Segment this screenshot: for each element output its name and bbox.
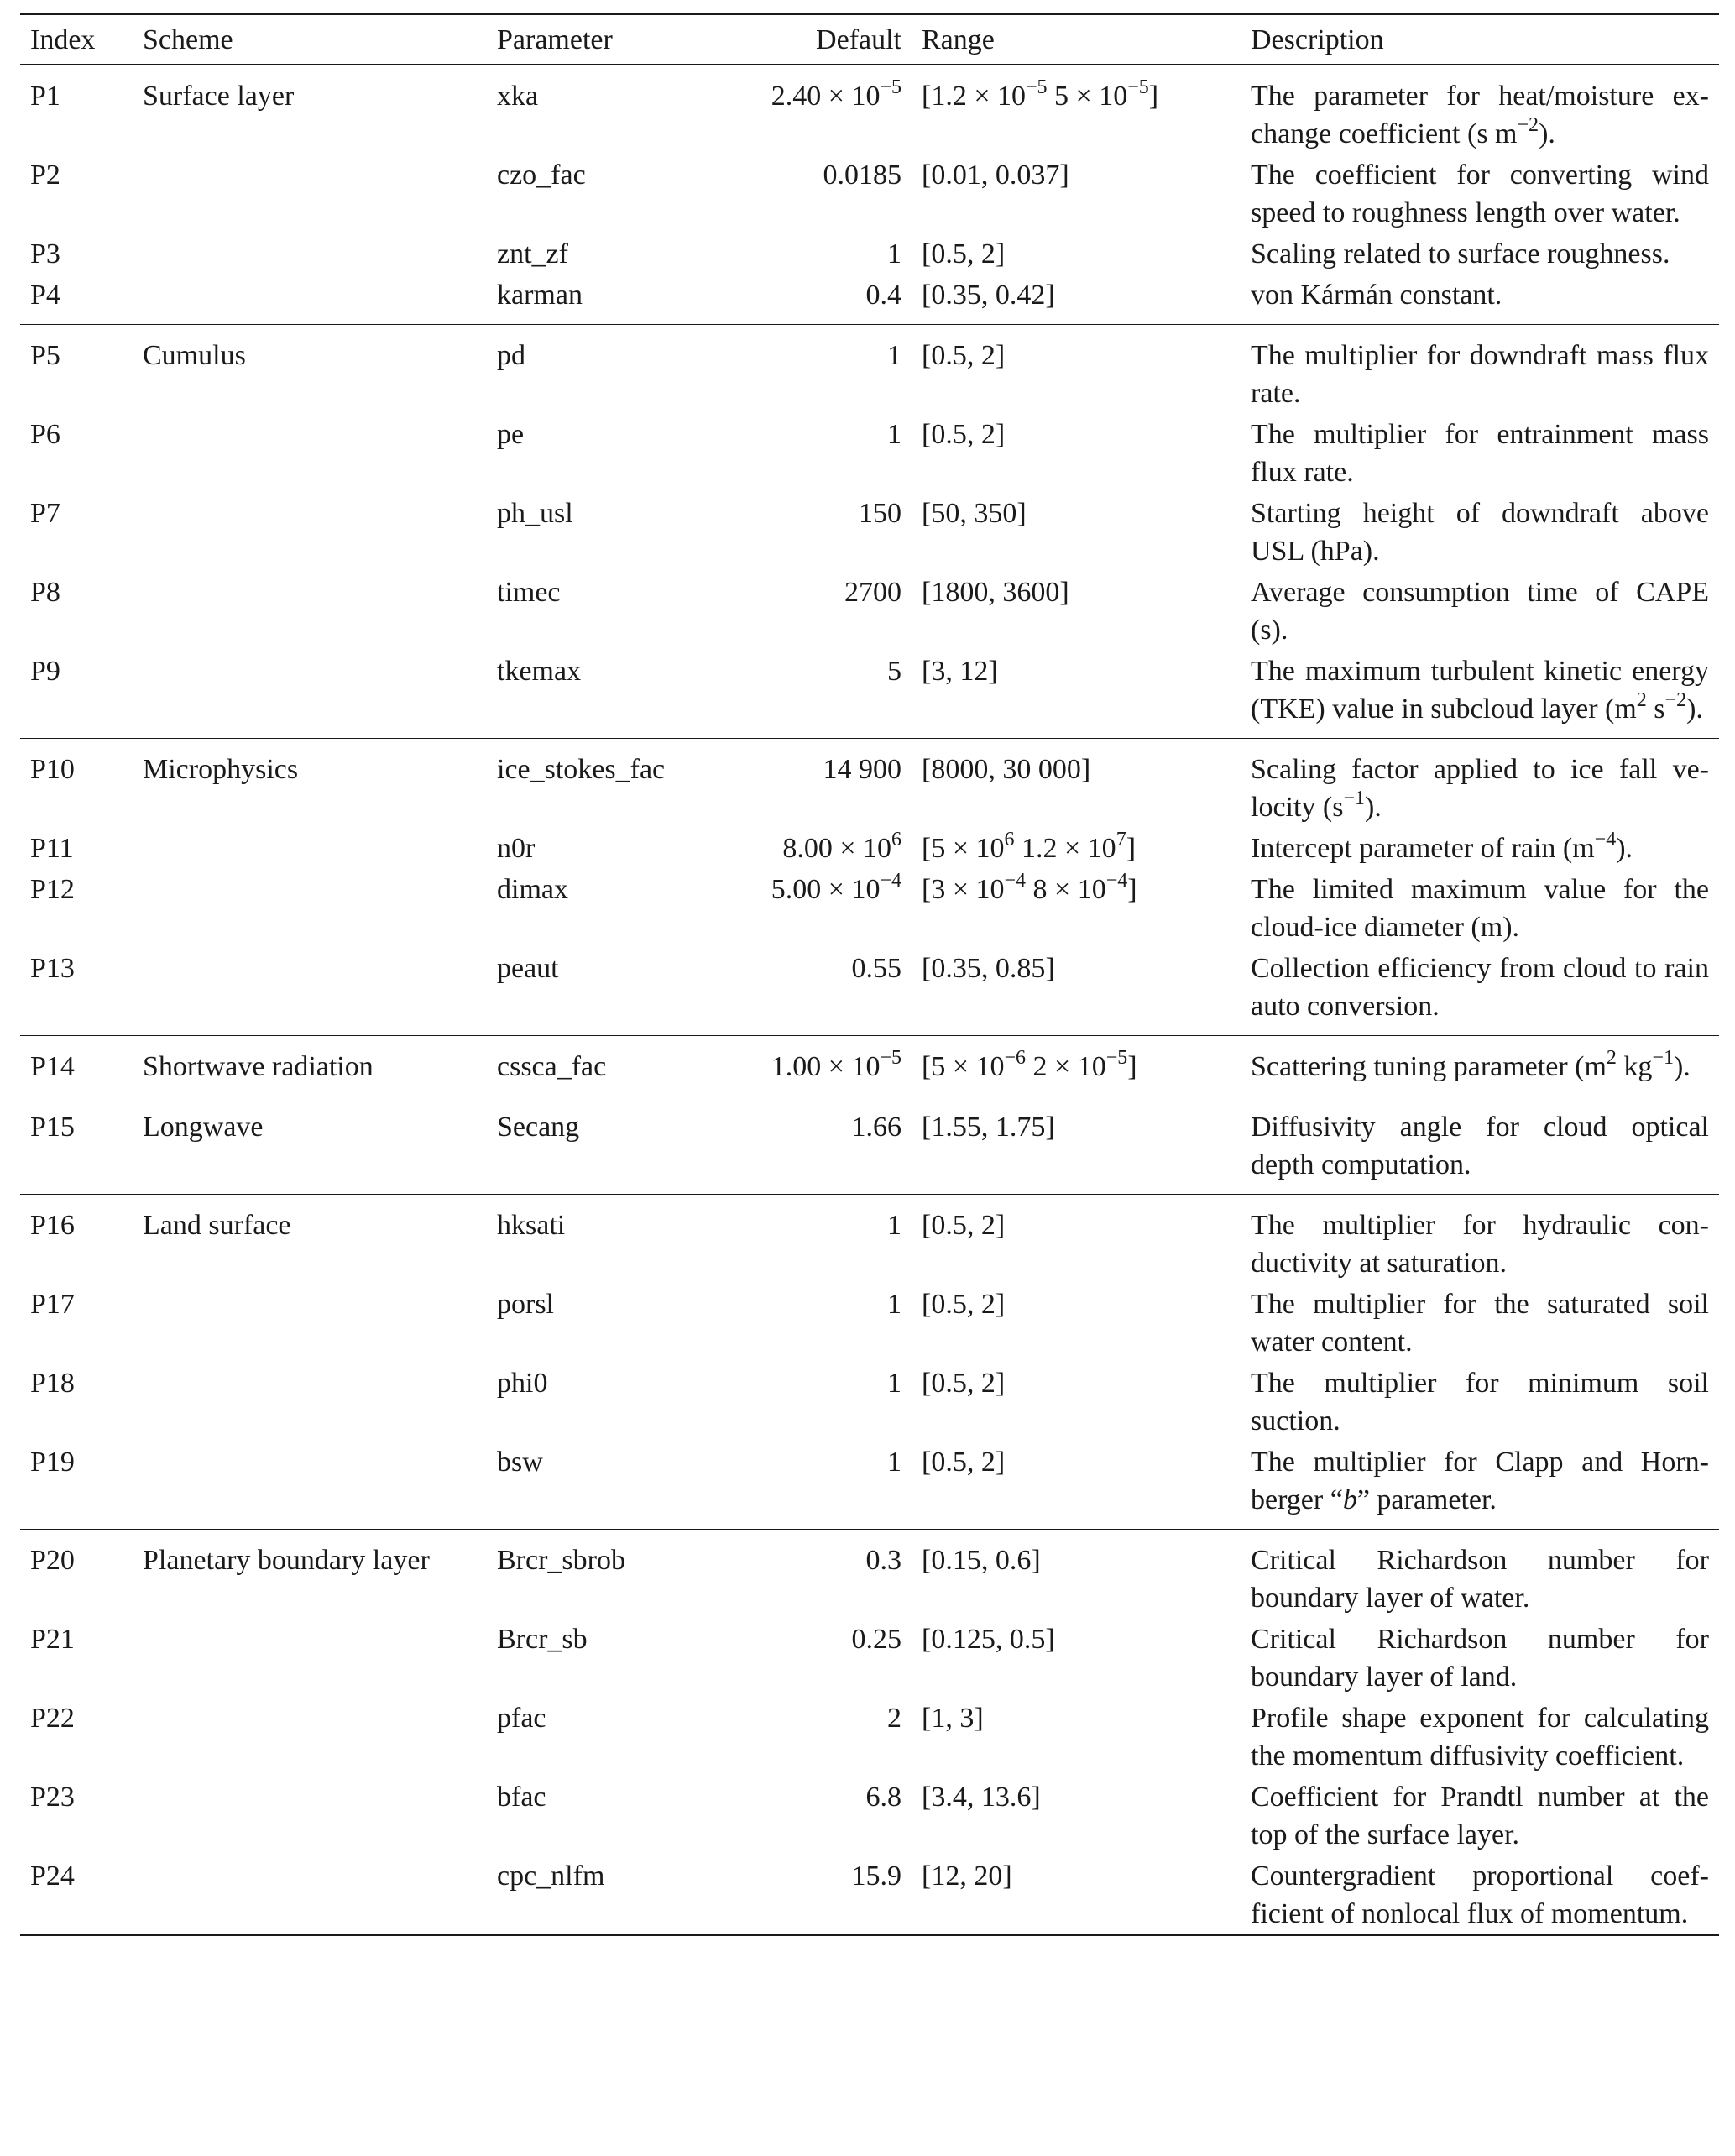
cell-default: 0.0185 — [823, 160, 901, 191]
cell-default: $2.40 \times 10^{-5}$ — [771, 76, 901, 112]
cell-range: [0.5, 2] — [922, 1368, 1006, 1399]
cell-parameter: Brcr_sbrob — [497, 1545, 625, 1576]
cell-index: P12 — [30, 874, 75, 905]
table-row — [20, 1363, 1719, 1442]
cell-index: P14 — [20, 1036, 133, 1096]
cell-parameter: bfac — [497, 1782, 546, 1813]
cell-parameter: cssca_fac — [487, 1036, 697, 1096]
cell-default: 1 — [887, 419, 901, 450]
cell-range: [1, 3] — [922, 1703, 984, 1734]
cell-default: 0.25 — [851, 1624, 901, 1655]
cell-range: [0.01, 0.037] — [922, 160, 1069, 191]
cell-range: [0.5, 2] — [922, 419, 1006, 450]
cell-range: [$3 \times 10^{-4}$ $8 \times 10^{-4}$] — [922, 870, 1137, 905]
cell-description: Intercept parameter of rain $(m^{-4})$. — [1251, 829, 1633, 864]
cell-description: Coefficient for Prandtl number at the top of the surface layer. — [1251, 1782, 1709, 1850]
cell-scheme: Surface layer — [143, 81, 295, 112]
cell-description: The coefficient for converting wind speed to roughness length over water. — [1251, 160, 1709, 228]
header-parameter: Parameter — [487, 14, 697, 65]
cell-scheme — [133, 572, 487, 651]
cell-scheme — [133, 651, 487, 739]
cell-scheme — [133, 233, 487, 275]
cell-default: 1.66 — [697, 1096, 912, 1195]
cell-parameter: phi0 — [497, 1368, 548, 1399]
table-row — [20, 1777, 1719, 1855]
cell-description: Scattering tuning parameter ($m^2$ $kg^{-1}$). — [1241, 1036, 1719, 1096]
table-row — [20, 948, 1719, 1036]
cell-index: P24 — [20, 1855, 133, 1935]
cell-default: 2700 — [844, 577, 901, 608]
cell-index: P1 — [30, 81, 60, 112]
cell-parameter: znt_zf — [497, 238, 568, 270]
header-description: Description — [1241, 14, 1719, 65]
cell-scheme — [133, 1619, 487, 1698]
cell-description: The limited maximum value for the cloud-ice diameter (m). — [1251, 874, 1709, 943]
cell-description: The multiplier for hydraulic conductivity at saturation. — [1251, 1210, 1709, 1279]
cell-range: [50, 350] — [922, 498, 1027, 529]
cell-index: P13 — [20, 948, 133, 1036]
table-row — [20, 493, 1719, 572]
cell-index: P23 — [30, 1782, 75, 1813]
cell-default: 1 — [697, 1442, 912, 1530]
table-row — [20, 275, 1719, 325]
cell-index: P11 — [30, 833, 74, 864]
cell-scheme: Planetary boundary layer — [143, 1545, 430, 1576]
cell-index: P19 — [20, 1442, 133, 1530]
table-row — [20, 572, 1719, 651]
cell-default: 14 900 — [823, 754, 901, 785]
cell-range: [1800, 3600] — [922, 577, 1069, 608]
header-index: Index — [20, 14, 133, 65]
parameter-table — [20, 13, 1719, 1936]
table-row — [20, 1442, 1719, 1530]
cell-index: P2 — [30, 160, 60, 191]
cell-index: P5 — [30, 340, 60, 371]
cell-index: P16 — [30, 1210, 75, 1241]
cell-index: P8 — [30, 577, 60, 608]
cell-index: P17 — [30, 1289, 75, 1320]
cell-default: 0.55 — [697, 948, 912, 1036]
cell-default: $1.00 \times 10^{-5}$ — [697, 1036, 912, 1096]
cell-default: 0.3 — [865, 1545, 901, 1576]
table-row — [20, 1284, 1719, 1363]
table-row — [20, 233, 1719, 275]
cell-scheme — [133, 414, 487, 493]
cell-range: [1.55, 1.75] — [912, 1096, 1241, 1195]
table-row — [20, 1530, 1719, 1620]
cell-index: P9 — [20, 651, 133, 739]
cell-description: The multiplier for Clapp and Hornberger “b” parameter. — [1241, 1442, 1719, 1530]
cell-description: The multiplier for entrainment mass flux rate. — [1251, 419, 1709, 488]
cell-parameter: xka — [497, 81, 539, 112]
table-row — [20, 739, 1719, 829]
cell-default: 1 — [887, 1289, 901, 1320]
cell-description: The maximum turbulent kinetic energy (TKE) value in subcloud layer ($m^2$ $s^{-2}$). — [1241, 651, 1719, 739]
cell-range: [0.125, 0.5] — [922, 1624, 1055, 1655]
table-row — [20, 65, 1719, 154]
cell-description: Starting height of downdraft above USL (hPa). — [1251, 498, 1709, 567]
cell-index: P10 — [30, 754, 75, 785]
cell-description: Profile shape exponent for calculating the momentum diffusivity coefficient. — [1251, 1703, 1709, 1771]
cell-scheme — [133, 1363, 487, 1442]
cell-range: [8000, 30 000] — [922, 754, 1091, 785]
cell-default: 6.8 — [865, 1782, 901, 1813]
cell-description: Scaling related to surface roughness. — [1251, 238, 1670, 270]
cell-description: The multiplier for the saturated soil water content. — [1251, 1289, 1709, 1358]
table-header — [20, 14, 1719, 65]
cell-scheme — [133, 1777, 487, 1855]
cell-description: The multiplier for minimum soil suction. — [1251, 1368, 1709, 1436]
cell-parameter: pfac — [497, 1703, 546, 1734]
cell-range: [12, 20] — [912, 1855, 1241, 1935]
cell-parameter: n0r — [497, 833, 536, 864]
cell-scheme — [133, 1442, 487, 1530]
cell-range: [0.5, 2] — [922, 1210, 1006, 1241]
table-row — [20, 1036, 1719, 1096]
cell-range: [0.5, 2] — [912, 1442, 1241, 1530]
cell-scheme: Microphysics — [143, 754, 299, 785]
cell-description: von Kármán constant. — [1241, 275, 1719, 325]
table-row — [20, 828, 1719, 869]
table-row — [20, 1096, 1719, 1195]
cell-index: P7 — [30, 498, 60, 529]
cell-range: [3, 12] — [912, 651, 1241, 739]
header-range: Range — [912, 14, 1241, 65]
cell-description: Collection efficiency from cloud to rain auto conversion. — [1241, 948, 1719, 1036]
cell-scheme — [133, 493, 487, 572]
cell-scheme — [133, 154, 487, 233]
cell-parameter: ph_usl — [497, 498, 573, 529]
cell-scheme: Shortwave radiation — [133, 1036, 487, 1096]
cell-scheme — [133, 869, 487, 948]
table-row — [20, 325, 1719, 415]
cell-parameter: czo_fac — [497, 160, 586, 191]
cell-default: 1 — [887, 1368, 901, 1399]
cell-index: P15 — [20, 1096, 133, 1195]
cell-parameter: Secang — [487, 1096, 697, 1195]
cell-range: [$1.2 \times 10^{-5}$ $5 \times 10^{-5}$] — [922, 76, 1159, 112]
cell-scheme: Cumulus — [143, 340, 246, 371]
cell-range: [0.5, 2] — [922, 238, 1006, 270]
cell-description: Critical Richardson number for boundary layer of land. — [1251, 1624, 1709, 1693]
cell-scheme — [133, 828, 487, 869]
cell-range: [3.4, 13.6] — [922, 1782, 1041, 1813]
cell-default: 1 — [887, 238, 901, 270]
cell-default: $5.00 \times 10^{-4}$ — [771, 870, 901, 905]
cell-parameter: hksati — [497, 1210, 566, 1241]
cell-default: $8.00 \times 10^6$ — [782, 829, 901, 864]
cell-range: [0.35, 0.42] — [912, 275, 1241, 325]
cell-parameter: peaut — [487, 948, 697, 1036]
cell-scheme — [133, 948, 487, 1036]
table-row — [20, 651, 1719, 739]
table-row — [20, 1698, 1719, 1777]
cell-scheme — [133, 275, 487, 325]
cell-range: [0.15, 0.6] — [922, 1545, 1041, 1576]
cell-default: 2 — [887, 1703, 901, 1734]
cell-index: P4 — [20, 275, 133, 325]
table-row — [20, 414, 1719, 493]
cell-default: 0.4 — [697, 275, 912, 325]
cell-scheme: Longwave — [133, 1096, 487, 1195]
table-row — [20, 154, 1719, 233]
cell-parameter: dimax — [497, 874, 568, 905]
cell-range: [$5 \times 10^{-6}$ $2 \times 10^{-5}$] — [912, 1036, 1241, 1096]
cell-parameter: porsl — [497, 1289, 554, 1320]
header-row — [20, 14, 1719, 65]
cell-default: 1 — [887, 1210, 901, 1241]
cell-default: 1 — [887, 340, 901, 371]
cell-description: The parameter for heat/moisture exchange coefficient (s $m^{-2}$). — [1251, 81, 1709, 149]
cell-parameter: ice_stokes_fac — [497, 754, 666, 785]
cell-range: [$5 \times 10^6$ $1.2 \times 10^7$] — [922, 829, 1137, 864]
cell-index: P22 — [30, 1703, 75, 1734]
cell-description: Scaling factor applied to ice fall velocity $(s^{-1})$. — [1251, 754, 1709, 823]
table-row — [20, 869, 1719, 948]
cell-index: P6 — [30, 419, 60, 450]
cell-parameter: karman — [487, 275, 697, 325]
cell-description: Diffusivity angle for cloud optical depth computation. — [1241, 1096, 1719, 1195]
cell-parameter: Brcr_sb — [497, 1624, 588, 1655]
table-row — [20, 1195, 1719, 1285]
cell-scheme — [133, 1698, 487, 1777]
cell-parameter: bsw — [487, 1442, 697, 1530]
header-scheme: Scheme — [133, 14, 487, 65]
cell-description: Critical Richardson number for boundary layer of water. — [1251, 1545, 1709, 1614]
cell-scheme — [133, 1855, 487, 1935]
cell-parameter: pd — [497, 340, 525, 371]
table-row — [20, 1855, 1719, 1935]
cell-description: Average consumption time of CAPE (s). — [1251, 577, 1709, 646]
cell-parameter: tkemax — [487, 651, 697, 739]
cell-default: 150 — [859, 498, 901, 529]
cell-index: P21 — [30, 1624, 75, 1655]
cell-index: P3 — [30, 238, 60, 270]
cell-range: [0.5, 2] — [922, 1289, 1006, 1320]
table-body — [20, 65, 1719, 1935]
cell-parameter: pe — [497, 419, 525, 450]
cell-default: 15.9 — [697, 1855, 912, 1935]
table-row — [20, 1619, 1719, 1698]
cell-index: P20 — [30, 1545, 75, 1576]
cell-description: The multiplier for downdraft mass flux rate. — [1251, 340, 1709, 409]
cell-parameter: timec — [497, 577, 561, 608]
cell-scheme: Land surface — [143, 1210, 291, 1241]
cell-range: [0.35, 0.85] — [912, 948, 1241, 1036]
cell-index: P18 — [30, 1368, 75, 1399]
cell-scheme — [133, 1284, 487, 1363]
cell-parameter: cpc_nlfm — [487, 1855, 697, 1935]
cell-default: 5 — [697, 651, 912, 739]
cell-description: Countergradient proportional coefficient of nonlocal flux of momentum. — [1241, 1855, 1719, 1935]
cell-range: [0.5, 2] — [922, 340, 1006, 371]
header-default: Default — [697, 14, 912, 65]
